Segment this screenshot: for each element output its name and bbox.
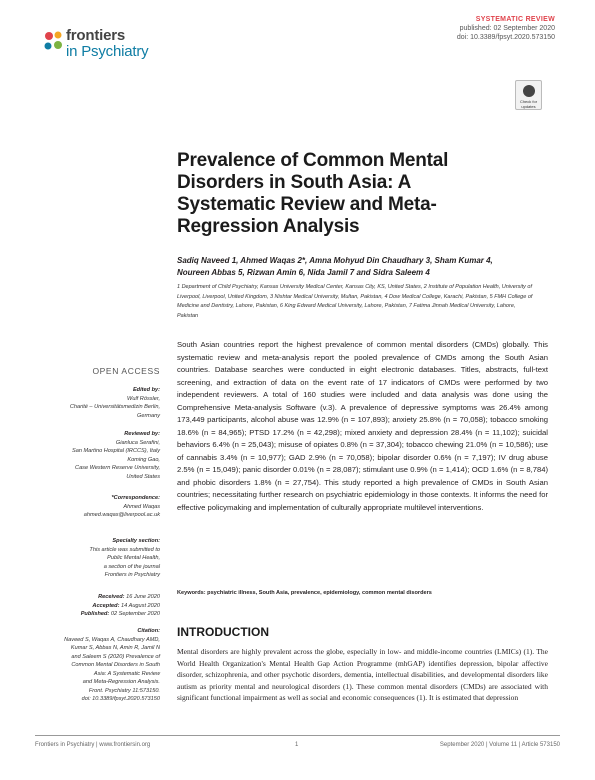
footer-divider [35, 735, 560, 736]
specialty-line: a section of the journal [103, 563, 160, 570]
open-access-label: OPEN ACCESS [92, 366, 160, 376]
introduction-text: Mental disorders are highly prevalent across the globe, especially in low- and middle-income countries (LMICs) (1). The World Health Organization's Mental Health Gap Action Programme (mhGAP) identifies depression, bipolar affective disorder, schizophrenia, and other psychotic disorders, dementia, intellectual disabilities, and developmental disorders like autism as priority mental and neurological disorders (1). These common mental disorders (CMDs) are associated with significant functional impairment as well as social and economic consequences (1). It is estimated that depression [177, 647, 548, 702]
reviewer-line: San Martino Hospital (IRCCS), Italy [72, 448, 160, 454]
specialty-line: Public Mental Health, [107, 555, 160, 561]
abstract: South Asian countries report the highest prevalence of common mental disorders (CMDs) globally. This systematic review and meta-analysis report the pooled prevalence of CMDs among the South Asian countries. Database searches were conducted in eight electronic databases. Titles, abstracts, full-text screening, and extraction of data on the event rate of 17 indicators of CMDs were performed by two independent reviewers. A total of 160 studies were included and data analysis was done using the Comprehensive Meta-analysis Software (v.3). A prevalence of depressive symptoms was 26.4% among 173,449 participants, alcohol abuse was 12.9% (n = 107,893); anxiety 25.8% (n = 70,058); tobacco smoking 18.6% (n = 84,965); PTSD 17.2% (n = 42,298); mixed anxiety and depression 28.4% (n = 11,102); suicidal behaviors 6.4% (n = 25,043); misuse of opiates 0.8% (n = 37,304); tobacco chewing 21.0% (n = 10,586); use of cannabis 3.4% (n = 10,977); GAD 2.9% (n = 70,058); bipolar disorder 0.6% (n = 7,197); IV drug abuse 2.5% (n = 15,049); panic disorder 0.01% (n = 28,087); stimulant use 0.9% (n = 1,414); OCD 1.6% (n = 8,784) and phobic disorders 1.8% (n = 27,754). This study reported a high prevalence of CMDs in South Asian countries; necessitating further research on psychiatric epidemiology in those contexts. It informs the need for effective policymaking and implementation of culturally appropriate multilevel interventions. [177, 340, 548, 512]
article-title: Prevalence of Common Mental Disorders in South Asia: A Systematic Review and Meta-Regression Analysis [177, 150, 449, 237]
journal-brand: frontiers [66, 27, 126, 44]
reviewed-by-label: Reviewed by: [124, 431, 160, 437]
article-type: SYSTEMATIC REVIEW [475, 16, 555, 23]
dates-block [35, 593, 160, 619]
specialty-line: This article was submitted to [89, 546, 160, 553]
editor-line: Charité – Universitätsmedizin Berlin, [69, 404, 160, 410]
check-for-updates-button[interactable] [515, 80, 542, 110]
citation-line: Front. Psychiatry 11:573150. [88, 687, 160, 694]
doi-line[interactable]: doi: 10.3389/fpsyt.2020.573150 [456, 34, 555, 41]
affiliations: 1 Department of Child Psychiatry, Kansas University Medical Center, Kansas City, KS, United States, 2 Institute of Population Health, University of Liverpool, Liverpool, United Kingdom, 3 Nishtar Medical University, Multan, Pakistan, 4 Dow Medical College, Karachi, Pakistan, 5 FMH College of Medicine and Dentistry, Lahore, Pakistan, 6 King Edward Medical University, Lahore, Pakistan, 7 Fatima Jinnah Medical University, Lahore, Pakistan [177, 284, 533, 319]
editor-line: Wulf Rössler, [127, 395, 160, 402]
editor-line: Germany [136, 412, 160, 419]
citation-line: Kumar S, Abbas N, Amin R, Jamil N [70, 645, 160, 651]
correspondence-label: *Correspondence: [111, 495, 160, 501]
published-date: 02 September 2020 [110, 611, 160, 617]
bookmark-icon [523, 85, 535, 97]
reviewer-line: United States [126, 473, 160, 480]
citation-label: Citation: [137, 628, 160, 634]
introduction-heading: INTRODUCTION [177, 625, 269, 639]
page-number: 1 [295, 742, 299, 748]
correspondence-name: Ahmed Waqas [123, 503, 160, 510]
reviewer-line: Case Western Reserve University, [75, 465, 160, 471]
reviewed-by-block [35, 430, 160, 481]
footer-journal-link[interactable]: Frontiers in Psychiatry | www.frontiersin.org [35, 742, 151, 748]
specialty-line: Frontiers in Psychiatry [104, 572, 160, 578]
frontiers-logo-icon [42, 29, 66, 53]
reviewer-line: Gianluca Serafini, [115, 439, 160, 446]
edited-by-block [35, 386, 160, 420]
citation-line: and Meta-Regression Analysis. [82, 679, 160, 685]
journal-name: in Psychiatry [66, 43, 149, 60]
check-updates-label: Check for updates [519, 99, 538, 109]
citation-line[interactable]: doi: 10.3389/fpsyt.2020.573150 [81, 696, 160, 702]
received-label: Received: [98, 594, 125, 600]
article-meta [457, 15, 555, 42]
correspondence-block [35, 494, 160, 520]
edited-by-label: Edited by: [132, 387, 160, 393]
citation-line: Common Mental Disorders in South [71, 662, 160, 668]
citation-block [35, 627, 160, 704]
citation-line: Naveed S, Waqas A, Chaudhary AMD, [64, 636, 160, 643]
published-label: Published: [80, 611, 110, 617]
keywords: Keywords: psychiatric illness, South Asia, prevalence, epidemiology, common mental disorders [177, 590, 432, 596]
reviewer-line: Koming Gao, [127, 456, 160, 463]
specialty-block [35, 537, 160, 580]
accepted-date: 14 August 2020 [121, 602, 160, 609]
received-date: 16 June 2020 [126, 594, 160, 600]
correspondence-email[interactable]: ahmed.waqas@liverpool.ac.uk [83, 512, 160, 518]
footer-issue-info: September 2020 | Volume 11 | Article 573150 [439, 742, 560, 748]
published-line: published: 02 September 2020 [459, 25, 555, 32]
citation-line: Asia: A Systematic Review [93, 670, 160, 677]
accepted-label: Accepted: [92, 602, 120, 609]
citation-line: and Saleem S (2020) Prevalence of [71, 653, 160, 660]
journal-logo[interactable] [42, 27, 192, 63]
specialty-label: Specialty section: [112, 538, 160, 544]
author-list: Sadiq Naveed 1, Ahmed Waqas 2*, Amna Mohyud Din Chaudhary 3, Sham Kumar 4, Noureen Abbas 5, Rizwan Amin 6, Nida Jamil 7 and Sidra Saleem 4 [177, 256, 493, 277]
